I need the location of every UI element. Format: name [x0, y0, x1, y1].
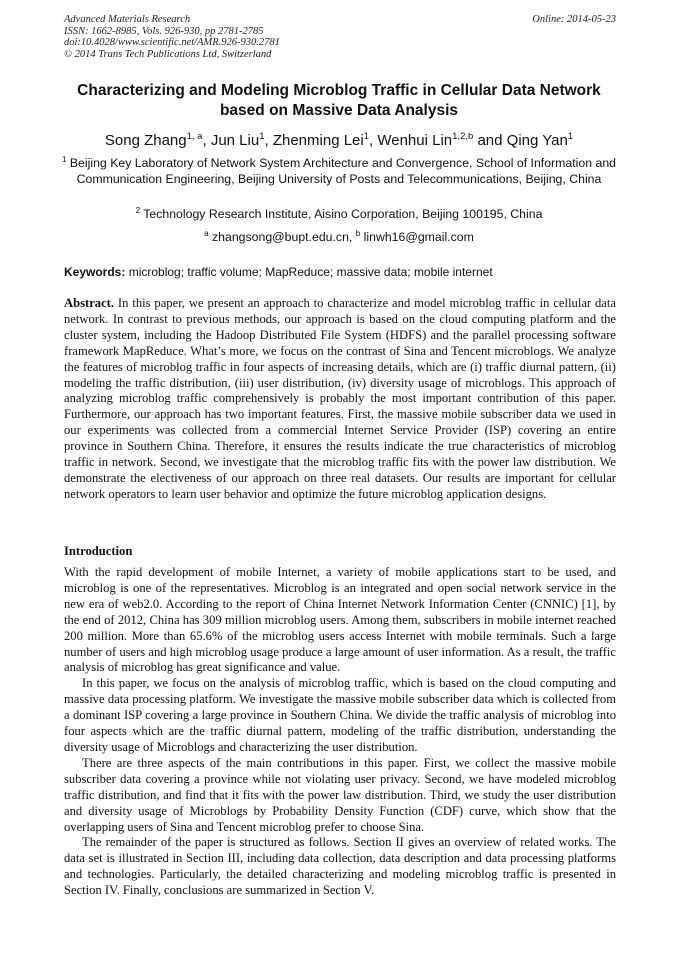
affiliation-1 — [56, 155, 622, 187]
email-link[interactable]: linwh16@gmail.com — [363, 230, 474, 244]
email-mark: a — [204, 229, 209, 238]
issn-line: ISSN: 1662-8985, Vols. 926-930, pp 2781-2785 — [64, 25, 264, 37]
copyright-line: © 2014 Trans Tech Publications Ltd, Switzerland — [64, 48, 272, 60]
affiliation-mark: 1 — [61, 155, 67, 164]
keywords-text: microblog; traffic volume; MapReduce; massive data; mobile internet — [128, 265, 493, 279]
journal-name: Advanced Materials Research — [64, 14, 191, 25]
section-heading-introduction: Introduction — [64, 544, 133, 558]
abstract — [64, 296, 616, 503]
paragraph: The remainder of the paper is structured as follows. Section II gives an overview of related works. The data set is illustrated in Section III, including data collection, data description and data processing platforms and technologies. Particularly, the detailed characterizing and modeling microblog traffic is presented in Section IV. Finally, conclusions are summarized in Section V. — [64, 835, 616, 898]
paper-title: Characterizing and Modeling Microblog Traffic in Cellular Data Network based on Massive Data Analysis — [77, 82, 601, 119]
paragraph: There are three aspects of the main contributions in this paper. First, we collect the massive mobile subscriber data covering a province while not violating user privacy. Second, we have modeled microblog traffic distribution, and find that it fits with the power law distribution. Third, we study the user distribution and diversity usage of Microblogs by Probability Density Function (CDF) curve, which show that the overlapping users of Sina and Tencent microblog prefer to choose Sina. — [64, 755, 616, 834]
author-affil-mark: 1,2,b — [452, 131, 474, 142]
affiliation-2 — [56, 206, 622, 222]
keywords-label: Keywords: — [64, 265, 126, 279]
author-affil-mark: 1, a — [186, 131, 203, 142]
author-affil-mark: 1 — [259, 131, 265, 142]
author-affil-mark: 1 — [363, 131, 370, 142]
online-date: Online: 2014-05-23 — [532, 14, 616, 25]
running-header — [64, 14, 616, 60]
contact-emails — [56, 229, 622, 245]
author-name: Song Zhang — [104, 132, 187, 149]
paragraph: With the rapid development of mobile Internet, a variety of mobile applications start to be used, and microblog is one of the representatives. Microblog is an integrated and open social network service in the new era of web2.0. According to the report of China Internet Network Information Center (CNNIC) [1], by the end of 2012, China has 309 million microblog users. Among them, subscribers in mobile internet reached 200 million. More than 65.6% of the microblog users access Internet with mobile terminals. Such a large number of users and high microblog usage produce a large amount of user information. As a result, the traffic analysis of microblog has great significance and value. — [64, 565, 616, 675]
email-link[interactable]: zhangsong@bupt.edu.cn, — [212, 230, 353, 244]
paragraph: In this paper, we focus on the analysis of microblog traffic, which is based on the cloud computing and massive data processing platform. We investigate the massive mobile subscriber data which is collected from a dominant ISP covering a large province in Southern China. We divide the traffic analysis of microblog into four aspects which are the traffic diurnal pattern, modeling of the traffic distribution, understanding the diversity usage of Microblogs and characterizing the user distribution. — [64, 676, 616, 754]
introduction-body — [64, 565, 616, 899]
doi-line: doi:10.4028/www.scientific.net/AMR.926-930.2781 — [64, 37, 280, 48]
affiliation-mark: 2 — [135, 206, 141, 215]
author-affil-mark: 1 — [567, 131, 574, 142]
author-list: Song Zhang$^{1, a}$, Jun Liu$^1$, Zhenming Lei$^1$, Wenhui Lin$^{1,2,b}$ and Qing Yan$^1$ — [104, 131, 574, 149]
abstract-text: In this paper, we present an approach to characterize and model microblog traffic in cellular data network. In contrast to previous methods, our approach is based on the cloud computing platform and the cluster system, including the Hadoop Distributed File System (HDFS) and the parallel processing software framework MapReduce. What’s more, we focus on the contrast of Sina and Tencent microblogs. We analyze the features of microblog traffic in four aspects of increasing details, which are (i) traffic diurnal pattern, (ii) modeling the traffic distribution, (iii) user distribution, (iv) diversity usage of microblogs. This approach of analyzing microblog traffic comprehensively is probably the most important contribution of this paper. Furthermore, our approach has two important features. First, the massive mobile subscriber data we used in our experiments was collected from a commercial Internet Service Provider (ISP) covering an entire province in Southern China. Therefore, it ensures the results indicate the true characteristics of microblog traffic in network. Second, we investigate that the microblog traffic fits with the power law distribution. We demonstrate the electiveness of our approach on three real datasets. Our results are important for cellular network operators to learn user behavior and optimize the future microblog application designs. — [64, 296, 616, 501]
author-name: Qing Yan — [506, 132, 568, 149]
author-name: Zhenming Lei — [272, 132, 364, 149]
author-name: Jun Liu — [210, 132, 260, 149]
abstract-label: Abstract. — [64, 296, 115, 310]
email-mark: b — [355, 229, 361, 238]
affiliation-text: Beijing Key Laboratory of Network System Architecture and Convergence, School of Information and Communication Engineering, Beijing University of Posts and Telecommunications, Beijing, China — [69, 156, 616, 186]
affiliation-text: Technology Research Institute, Aisino Corporation, Beijing 100195, China — [143, 207, 543, 221]
keywords — [64, 265, 616, 280]
author-name: Wenhui Lin — [377, 132, 453, 149]
